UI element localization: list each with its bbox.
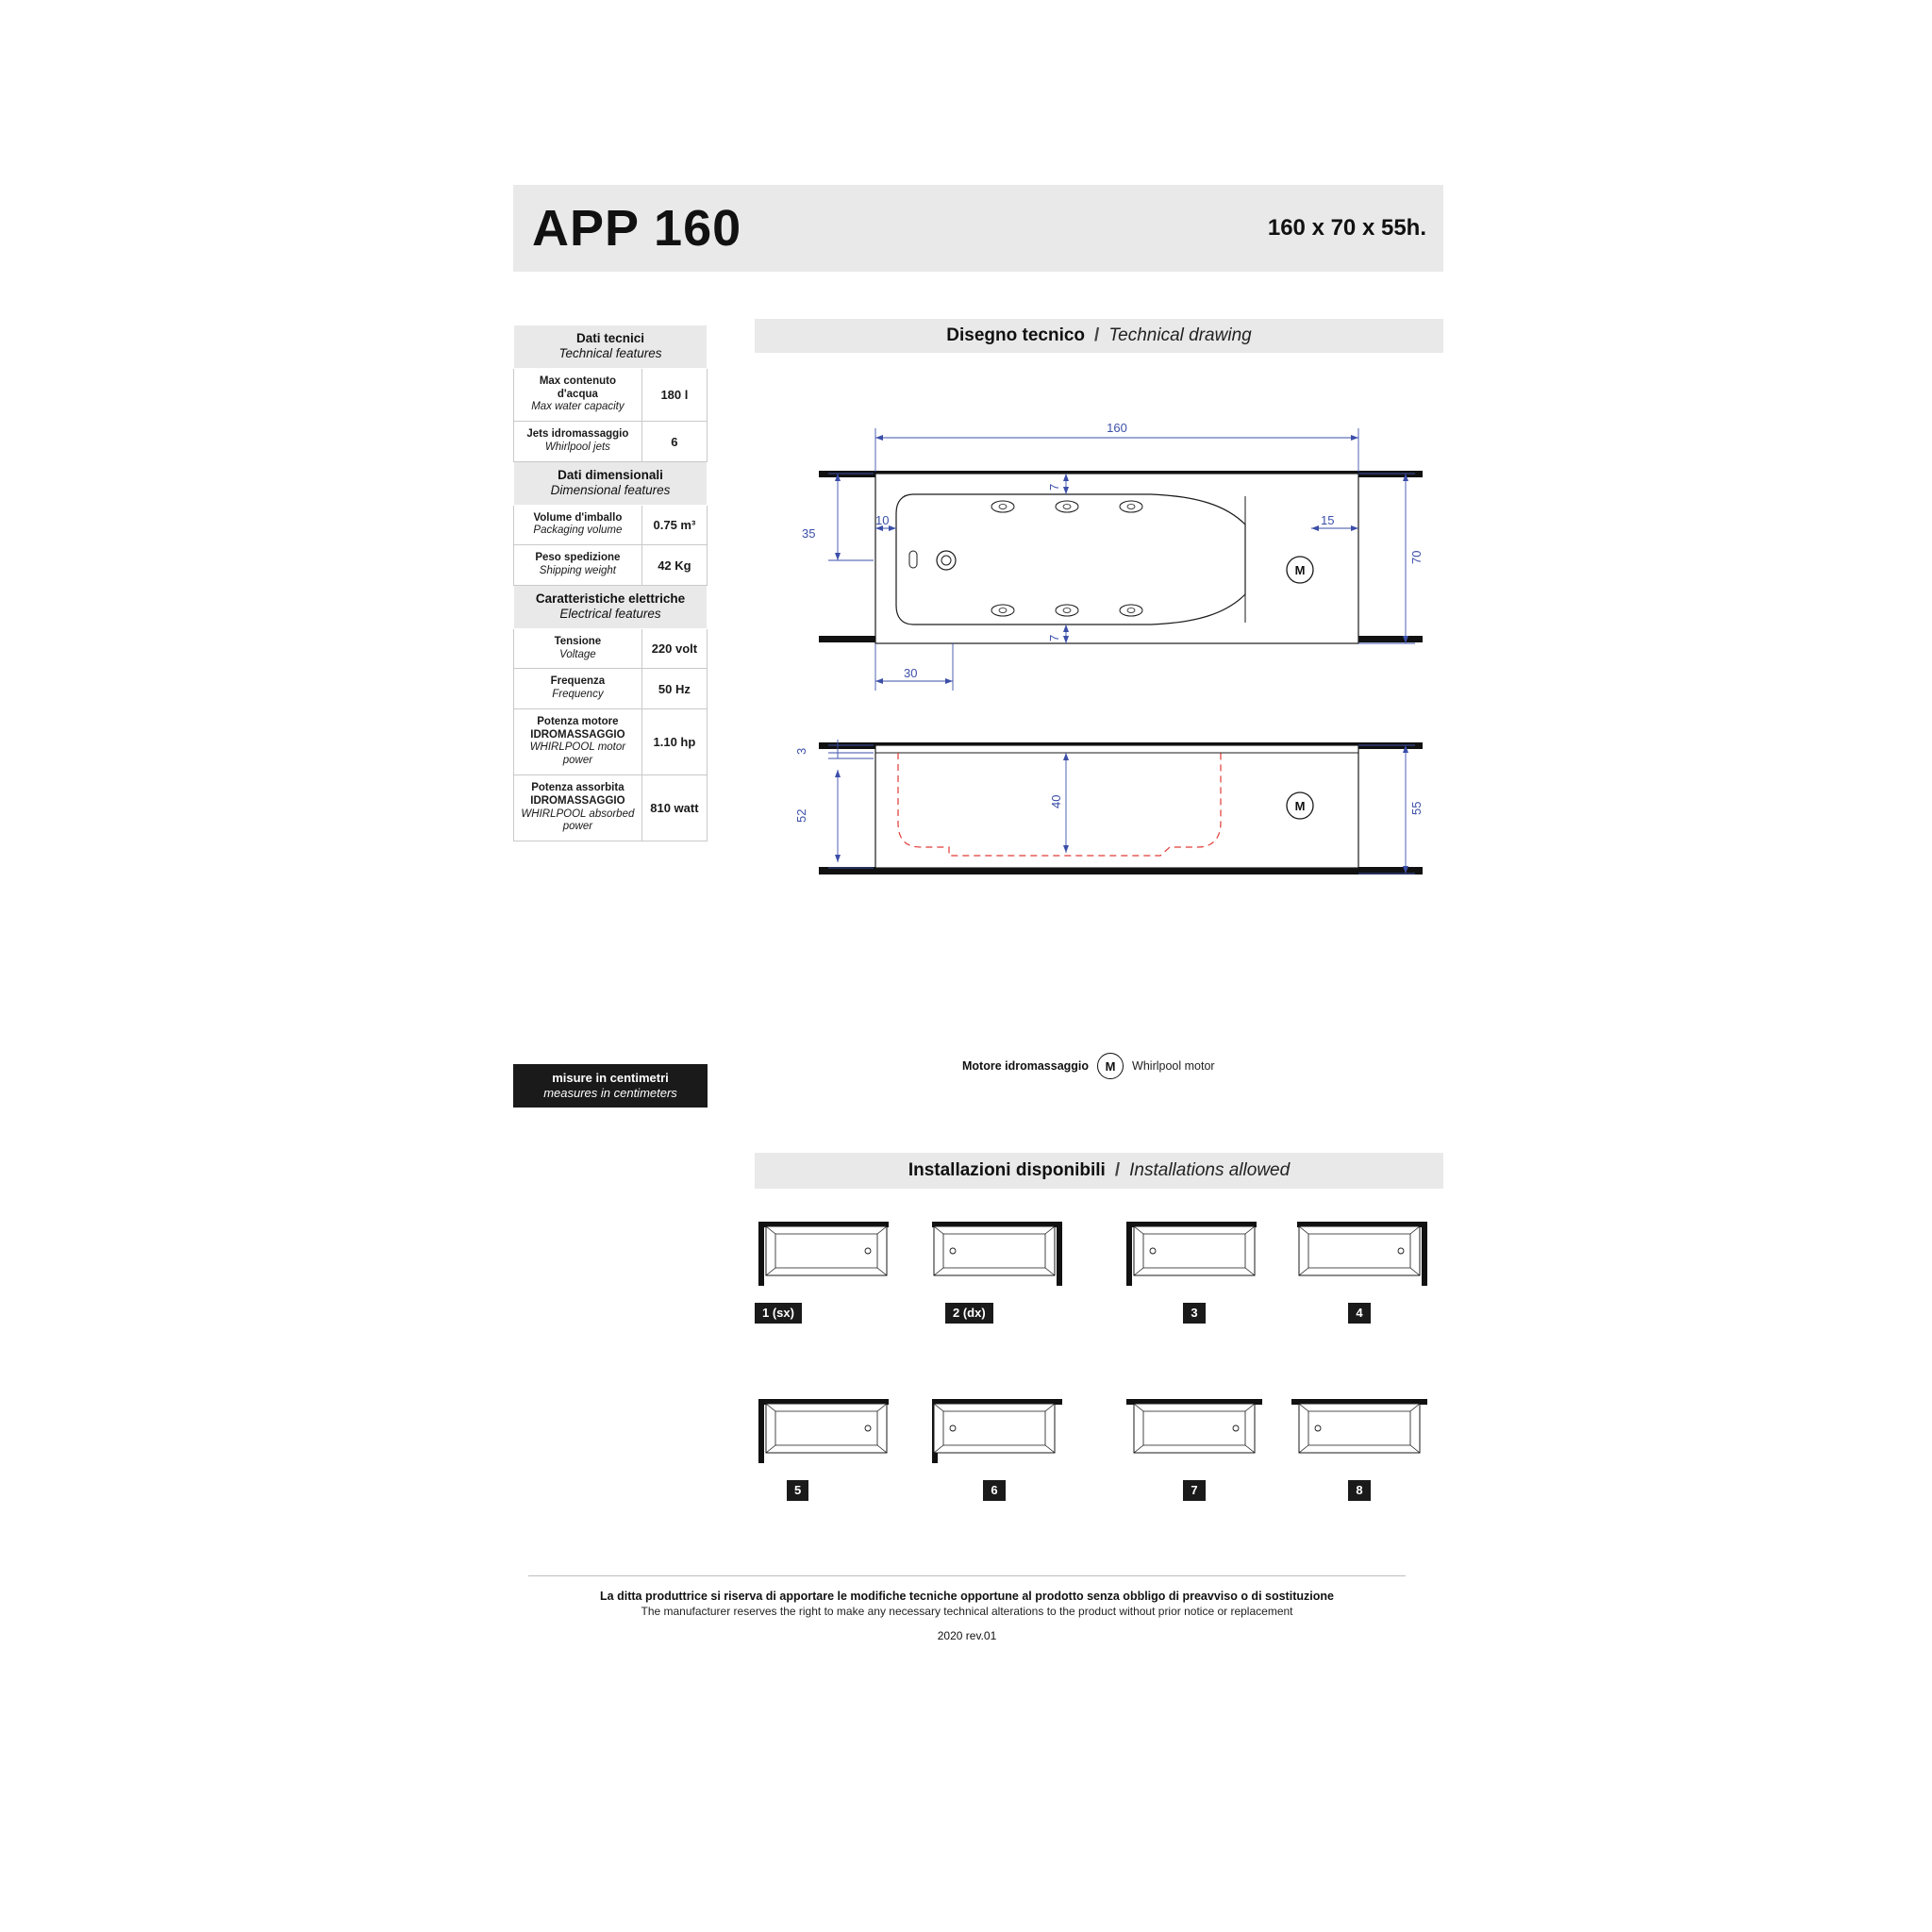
dim-bottom-30: 30 xyxy=(904,666,918,680)
installation-diagram xyxy=(1123,1217,1266,1294)
installation-diagram xyxy=(755,1217,898,1294)
measures-note: misure in centimetri measures in centimeters xyxy=(513,1064,708,1108)
spec-value: 810 watt xyxy=(641,775,707,841)
installation-option-1[interactable] xyxy=(755,1217,898,1324)
section-title-it: Dati dimensionali xyxy=(558,467,663,482)
installations-grid xyxy=(745,1217,1443,1528)
spec-label: Potenza motore IDROMASSAGGIO WHIRLPOOL motor power xyxy=(514,708,642,774)
dim-rim-3: 3 xyxy=(794,747,808,755)
spec-label: Jets idromassaggio Whirlpool jets xyxy=(514,422,642,462)
motor-marker-icon: M xyxy=(1097,1053,1124,1079)
footer-revision: 2020 rev.01 xyxy=(937,1629,997,1642)
footer-divider xyxy=(528,1575,1406,1576)
spec-value: 220 volt xyxy=(641,628,707,669)
installation-tag: 1 (sx) xyxy=(755,1303,802,1324)
spec-label: Frequenza Frequency xyxy=(514,669,642,709)
technical-drawing xyxy=(755,370,1443,1087)
installation-option-3[interactable] xyxy=(1123,1217,1266,1324)
section-header-technical xyxy=(514,325,708,369)
installation-diagram xyxy=(1123,1394,1266,1472)
table-row xyxy=(514,545,708,586)
section-header-dimensional xyxy=(514,461,708,505)
dim-length-160: 160 xyxy=(1107,421,1127,435)
section-title-en: Technical features xyxy=(558,345,662,360)
table-row xyxy=(514,422,708,462)
product-dimensions: 160 x 70 x 55h. xyxy=(1267,215,1426,241)
product-header xyxy=(513,185,1443,272)
section-header-electrical xyxy=(514,585,708,628)
spec-label: Volume d'imballo Packaging volume xyxy=(514,505,642,545)
footer-disclaimer-en: The manufacturer reserves the right to make any necessary technical alterations to the product without prior notice or replacement xyxy=(641,1605,1293,1618)
technical-drawing-banner xyxy=(755,319,1443,353)
dim-height-55: 55 xyxy=(1409,801,1424,815)
dim-height-52: 52 xyxy=(794,808,808,823)
section-header-cell xyxy=(514,585,708,628)
spec-value: 42 Kg xyxy=(641,545,707,586)
section-header-cell xyxy=(514,325,708,369)
motor-legend xyxy=(962,1053,1215,1079)
banner-title-it: Disegno tecnico xyxy=(946,325,1086,345)
installation-diagram xyxy=(923,1394,1066,1472)
dim-width-70: 70 xyxy=(1409,550,1424,564)
spec-label: Potenza assorbita IDROMASSAGGIO WHIRLPOOL absorbed power xyxy=(514,775,642,841)
table-row xyxy=(514,628,708,669)
dim-water-40: 40 xyxy=(1049,794,1063,808)
installation-diagram xyxy=(1288,1217,1431,1294)
footer xyxy=(528,1575,1406,1642)
spec-label: Tensione Voltage xyxy=(514,628,642,669)
banner-title-en: Installations allowed xyxy=(1129,1160,1291,1180)
table-row xyxy=(514,708,708,774)
dim-top-7: 7 xyxy=(1047,483,1061,491)
installation-option-2[interactable] xyxy=(923,1217,1066,1324)
installation-diagram xyxy=(755,1394,898,1472)
banner-separator: / xyxy=(1094,325,1100,345)
installation-option-4[interactable] xyxy=(1288,1217,1431,1324)
installation-tag: 4 xyxy=(1348,1303,1370,1324)
spec-label: Max contenuto d'acqua Max water capacity xyxy=(514,368,642,421)
table-row xyxy=(514,775,708,841)
spec-value: 0.75 m³ xyxy=(641,505,707,545)
dim-bottom-7: 7 xyxy=(1047,634,1061,641)
table-row xyxy=(514,505,708,545)
section-title-it: Dati tecnici xyxy=(575,331,645,345)
banner-title-it: Installazioni disponibili xyxy=(908,1160,1106,1180)
spec-value: 6 xyxy=(641,422,707,462)
technical-spec-table xyxy=(513,325,708,841)
section-header-cell xyxy=(514,461,708,505)
section-title-en: Electrical features xyxy=(559,606,661,621)
section-title-it: Caratteristiche elettriche xyxy=(535,591,686,606)
installation-option-7[interactable] xyxy=(1123,1394,1266,1501)
dim-right-15: 15 xyxy=(1321,513,1335,527)
spec-value: 50 Hz xyxy=(641,669,707,709)
page-title: APP 160 xyxy=(532,200,742,257)
dim-inner-10: 10 xyxy=(875,513,890,527)
svg-text:M: M xyxy=(1294,563,1306,577)
installation-tag: 2 (dx) xyxy=(945,1303,993,1324)
installations-banner xyxy=(755,1153,1443,1189)
table-row xyxy=(514,669,708,709)
dim-left-35: 35 xyxy=(802,526,816,541)
installation-option-5[interactable] xyxy=(755,1394,898,1501)
motor-legend-label-en: Whirlpool motor xyxy=(1132,1059,1215,1073)
svg-text:M: M xyxy=(1294,799,1306,813)
installation-diagram xyxy=(1288,1394,1431,1472)
footer-disclaimer-it: La ditta produttrice si riserva di apportare le modifiche tecniche opportune al prodotto senza obbligo di preavviso o di sostituzione xyxy=(600,1590,1334,1603)
spec-label: Peso spedizione Shipping weight xyxy=(514,545,642,586)
installation-tag: 6 xyxy=(983,1480,1005,1501)
installation-option-8[interactable] xyxy=(1288,1394,1431,1501)
installation-option-6[interactable] xyxy=(923,1394,1066,1501)
installation-tag: 7 xyxy=(1183,1480,1205,1501)
banner-title-en: Technical drawing xyxy=(1108,325,1252,345)
spec-value: 1.10 hp xyxy=(641,708,707,774)
banner-separator: / xyxy=(1114,1160,1121,1180)
installation-diagram xyxy=(923,1217,1066,1294)
motor-legend-label-it: Motore idromassaggio xyxy=(962,1059,1090,1073)
section-title-en: Dimensional features xyxy=(550,482,671,497)
installation-tag: 3 xyxy=(1183,1303,1205,1324)
table-row xyxy=(514,368,708,421)
spec-value: 180 l xyxy=(641,368,707,421)
installation-tag: 5 xyxy=(787,1480,808,1501)
installation-tag: 8 xyxy=(1348,1480,1370,1501)
